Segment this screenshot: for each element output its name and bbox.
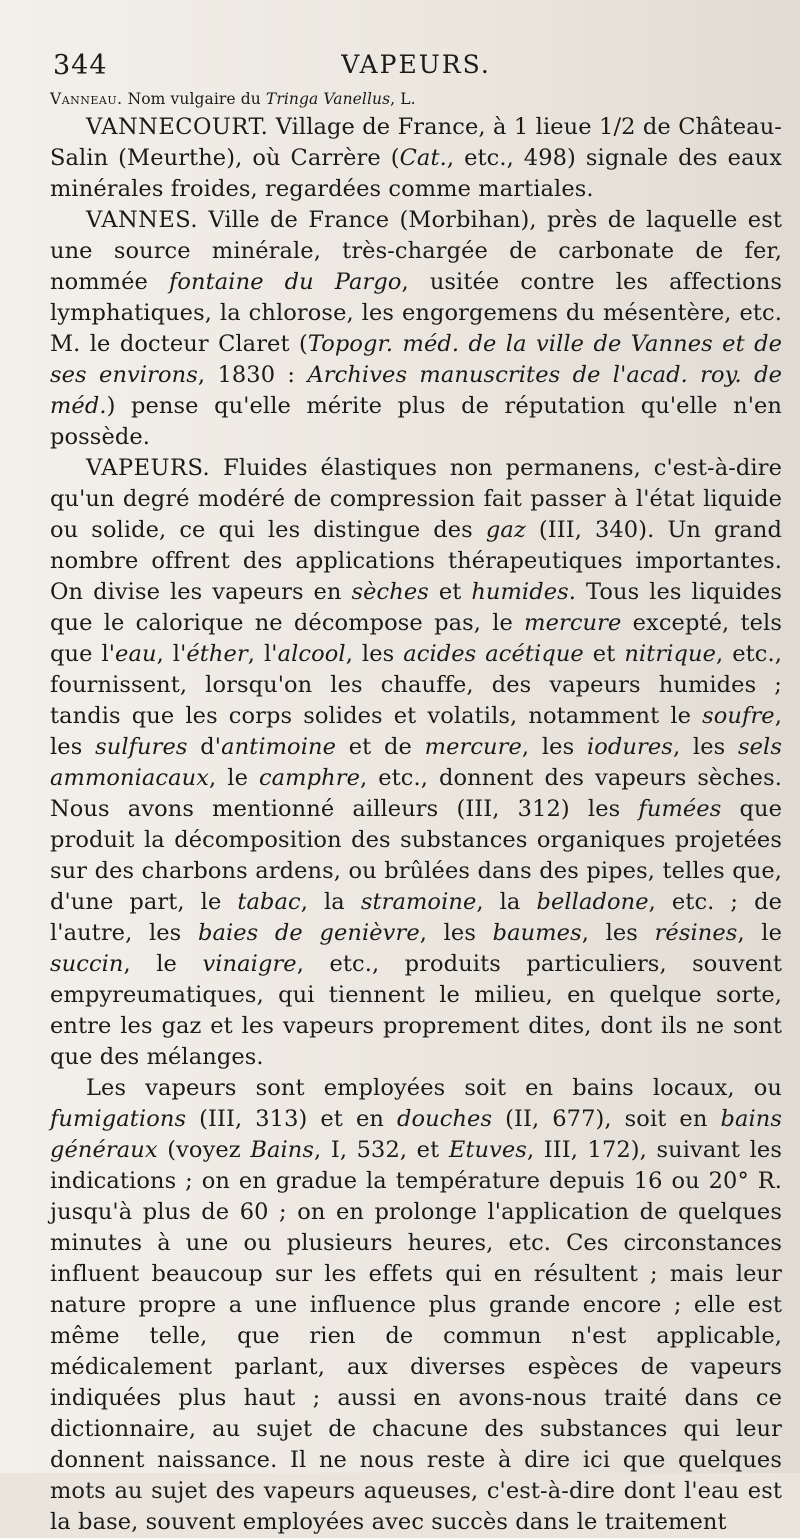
entry-text: (III, 313) et en bbox=[186, 1106, 397, 1132]
entry-text: (II, 677), soit en bbox=[492, 1106, 721, 1132]
entry-italic: sèches bbox=[351, 579, 429, 605]
entry-text: , L. bbox=[390, 90, 416, 108]
headword-vannecourt: VANNECOURT. bbox=[86, 114, 269, 140]
entry-italic: sulfures bbox=[95, 734, 188, 760]
entry-text: , 1830 : bbox=[197, 362, 308, 388]
entry-italic: sels ammoniacaux bbox=[50, 734, 782, 791]
entry-text: , III, 172), suivant les indications ; on en gradue la température depuis 16 ou 20° R. jusqu'à plus de 60 ; on en prolonge l'application de quelques minutes à une ou plusieurs heures, etc. Ces circonstances influent beaucoup sur les effets qui en résultent ; mais leur nature propre a une influence plus grande encore ; elle est même telle, que rien de commun n'est applicable, médicalement parlant, aux diverses espèces de vapeurs indiquées plus haut ; aussi en avons-nous traité dans ce dictionnaire, au sujet de chacune des substances qui leur donnent naissance. Il ne nous reste à dire ici que quelques mots au sujet des vapeurs aqueuses, c'est-à-dire dont l'eau est la base, souvent employées avec succès dans le traitement bbox=[50, 1137, 782, 1535]
entry-italic: Archives manuscrites de l'acad. roy. de méd. bbox=[50, 362, 782, 419]
entry-text: , les bbox=[581, 920, 655, 946]
entry-italic: Cat. bbox=[399, 145, 447, 171]
entry-text: , la bbox=[300, 889, 361, 915]
entry-text: Village de France, à 1 lieue 1/2 de Château-Salin (Meurthe), où Carrère ( bbox=[50, 114, 782, 171]
entry-italic: fumigations bbox=[50, 1106, 187, 1132]
entry-italic: bains généraux bbox=[50, 1106, 783, 1163]
entry-text: , I, 532, et bbox=[314, 1137, 449, 1163]
entry-text: et de bbox=[336, 734, 425, 760]
entry-italic: fumées bbox=[638, 796, 722, 822]
entry-text: excepté, tels que l' bbox=[50, 610, 782, 667]
entry-text: , usitée contre les affections lymphatiques, la chlorose, les engorgemens du mésentère, etc. M. le docteur Claret ( bbox=[50, 269, 782, 357]
entry-text: , etc., fournissent, lorsqu'on les chauffe, des vapeurs humides ; tandis que les corps solides et volatils, notamment le bbox=[50, 641, 782, 729]
entry-italic: belladone bbox=[536, 889, 649, 915]
entry-italic: camphre bbox=[258, 765, 360, 791]
entry-italic: humides bbox=[471, 579, 569, 605]
entry-text: et bbox=[583, 641, 625, 667]
entry-italic: éther bbox=[186, 641, 248, 667]
entry-text: ) pense qu'elle mérite plus de réputation qu'elle n'en possède. bbox=[50, 393, 782, 450]
entry-vapeurs bbox=[50, 453, 782, 1073]
entry-italic: iodures bbox=[586, 734, 673, 760]
entry-text: (voyez bbox=[157, 1137, 251, 1163]
entry-italic: nitrique bbox=[624, 641, 717, 667]
entry-text: Nom vulgaire du bbox=[122, 90, 266, 108]
entry-vanneau bbox=[50, 88, 782, 110]
running-title: VAPEURS. bbox=[341, 50, 491, 79]
entry-text: Les vapeurs sont employées soit en bains locaux, ou bbox=[86, 1075, 782, 1101]
entry-text: (III, 340). Un grand nombre offrent des applications thérapeutiques importantes. On divise les vapeurs en bbox=[50, 517, 782, 605]
entry-text: , les bbox=[419, 920, 493, 946]
entry-text: , etc., produits particuliers, souvent empyreumatiques, qui tiennent le milieu, en quelque sorte, entre les gaz et les vapeurs proprement dites, dont ils ne sont que des mélanges. bbox=[50, 951, 783, 1070]
entry-text: , etc., donnent des vapeurs sèches. Nous avons mentionné ailleurs (III, 312) les bbox=[50, 765, 782, 822]
entry-vannes bbox=[50, 205, 782, 453]
entry-italic: baies de genièvre bbox=[197, 920, 420, 946]
headword-vannes: VANNES. bbox=[86, 207, 199, 233]
page-number: 344 bbox=[53, 50, 108, 81]
entry-text: , le bbox=[737, 920, 783, 946]
entry-italic: douches bbox=[397, 1106, 493, 1132]
entry-text: que produit la décomposition des substances organiques projetées sur des charbons ardens, ou brûlées dans des pipes, telles que, d'une part, le bbox=[50, 796, 782, 915]
entry-italic: Bains bbox=[250, 1137, 315, 1163]
entry-text: , l' bbox=[247, 641, 278, 667]
entry-text: , le bbox=[123, 951, 203, 977]
entry-text: , les bbox=[50, 703, 782, 760]
entry-italic: vinaigre bbox=[202, 951, 297, 977]
entry-italic: acides acétique bbox=[403, 641, 584, 667]
headword-vapeurs: VAPEURS. bbox=[86, 455, 211, 481]
entry-italic: stramoine bbox=[360, 889, 477, 915]
entry-italic: Topogr. méd. de la ville de Vannes et de ses environs bbox=[50, 331, 782, 388]
entry-text: , les bbox=[672, 734, 738, 760]
entry-italic: Tringa Vanellus bbox=[265, 90, 391, 108]
entry-italic: antimoine bbox=[221, 734, 337, 760]
headword-vanneau: Vanneau. bbox=[50, 90, 123, 108]
entry-text: , etc. ; de l'autre, les bbox=[50, 889, 783, 946]
entry-italic: baumes bbox=[492, 920, 582, 946]
entry-italic: mercure bbox=[524, 610, 622, 636]
entry-text: , etc., 498) signale des eaux minérales froides, regardées comme martiales. bbox=[50, 145, 782, 202]
entry-text: , les bbox=[345, 641, 404, 667]
entry-italic: succin bbox=[50, 951, 124, 977]
entry-text: , l' bbox=[156, 641, 187, 667]
running-head bbox=[50, 44, 782, 88]
entry-text: , la bbox=[476, 889, 537, 915]
entry-italic: tabac bbox=[237, 889, 301, 915]
entry-italic: fontaine du Pargo bbox=[168, 269, 402, 295]
entry-italic: alcool bbox=[277, 641, 346, 667]
paragraph-emploi bbox=[50, 1073, 782, 1538]
entry-text: , les bbox=[521, 734, 587, 760]
entry-italic: résines bbox=[654, 920, 738, 946]
entry-text: Fluides élastiques non permanens, c'est-à-dire qu'un degré modéré de compression fait passer à l'état liquide ou solide, ce qui les distingue des bbox=[50, 455, 782, 543]
entry-text: et bbox=[428, 579, 472, 605]
entry-text: , le bbox=[209, 765, 259, 791]
entry-text: . Tous les liquides que le calorique ne décompose pas, le bbox=[50, 579, 782, 636]
entry-vannecourt bbox=[50, 112, 782, 205]
entry-italic: soufre bbox=[702, 703, 775, 729]
entry-italic: eau bbox=[115, 641, 157, 667]
entry-text: Ville de France (Morbihan), près de laquelle est une source minérale, très-chargée de carbonate de fer, nommée bbox=[50, 207, 782, 295]
entry-italic: Etuves bbox=[448, 1137, 527, 1163]
entry-italic: gaz bbox=[485, 517, 526, 543]
entry-italic: mercure bbox=[424, 734, 522, 760]
entry-text: d' bbox=[187, 734, 222, 760]
